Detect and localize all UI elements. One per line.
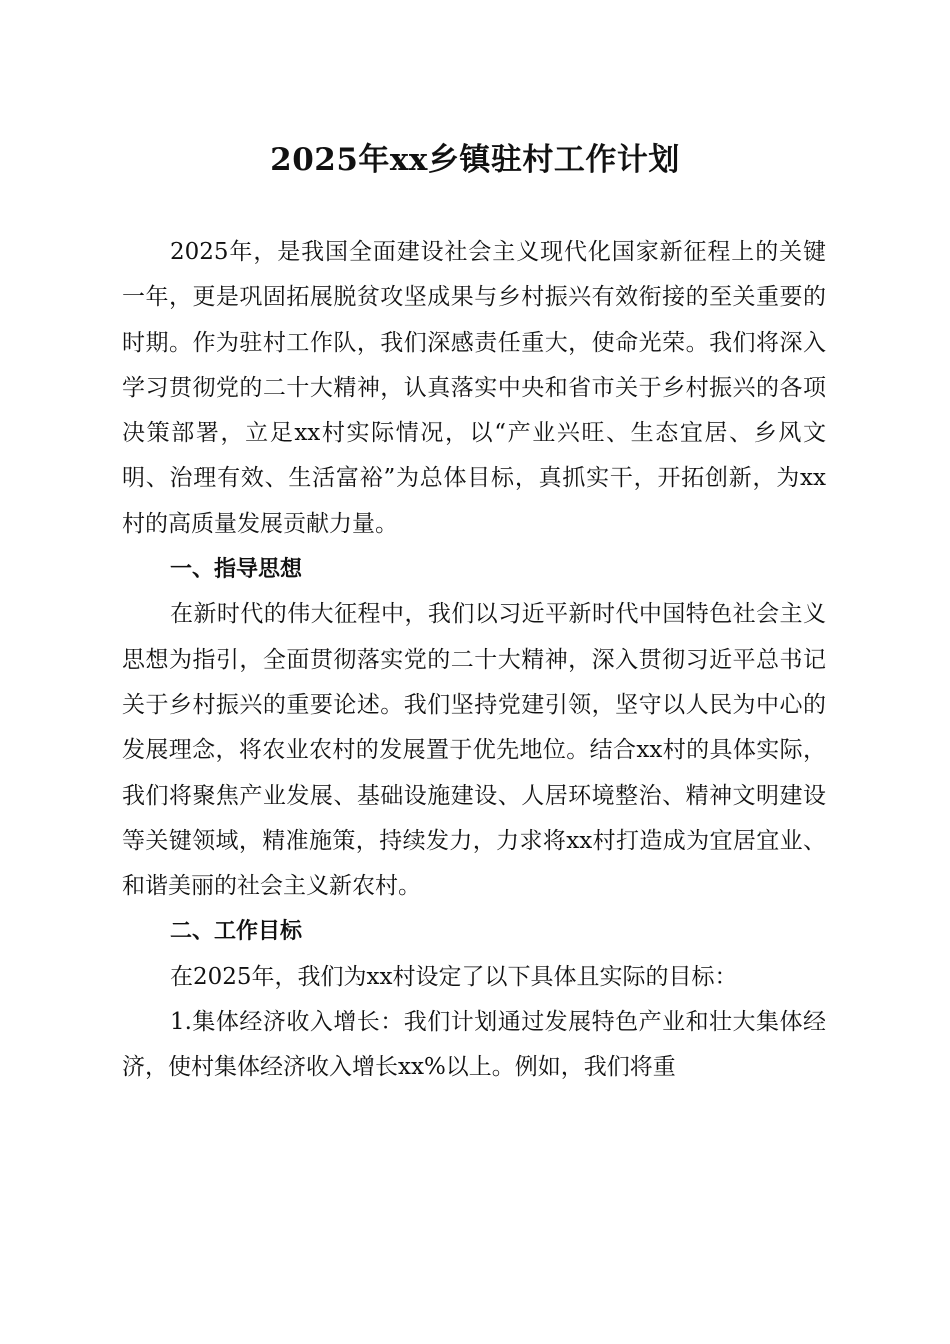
intro-paragraph: 2025年，是我国全面建设社会主义现代化国家新征程上的关键一年，更是巩固拓展脱贫攻坚成果与乡村振兴有效衔接的至关重要的时期。作为驻村工作队，我们深感责任重大，使命光荣。我们将深入学习贯彻党的二十大精神，认真落实中央和省市关于乡村振兴的各项决策部署，立足xx村实际情况，以“产业兴旺、生态宜居、乡风文明、治理有效、生活富裕”为总体目标，真抓实干，开拓创新，为xx村的高质量发展贡献力量。 xyxy=(122,239,826,537)
document-title: 2025年xx乡镇驻村工作计划 xyxy=(270,142,680,178)
section-heading-work-goals: 二、工作目标 xyxy=(170,919,303,945)
section-heading-guiding-ideology: 一、指导思想 xyxy=(170,557,303,583)
guiding-ideology-paragraph: 在新时代的伟大征程中，我们以习近平新时代中国特色社会主义思想为指引，全面贯彻落实党的二十大精神，深入贯彻习近平总书记关于乡村振兴的重要论述。我们坚持党建引领，坚守以人民为中心的发展理念，将农业农村的发展置于优先地位。结合xx村的具体实际，我们将聚焦产业发展、基础设施建设、人居环境整治、精神文明建设等关键领域，精准施策，持续发力，力求将xx村打造成为宜居宜业、和谐美丽的社会主义新农村。 xyxy=(122,601,826,900)
work-goals-intro: 在2025年，我们为xx村设定了以下具体且实际的目标： xyxy=(170,963,738,990)
document-body xyxy=(122,230,826,1091)
work-goal-item-1: 1.集体经济收入增长：我们计划通过发展特色产业和壮大集体经济，使村集体经济收入增长xx%以上。例如，我们将重 xyxy=(122,1009,826,1081)
